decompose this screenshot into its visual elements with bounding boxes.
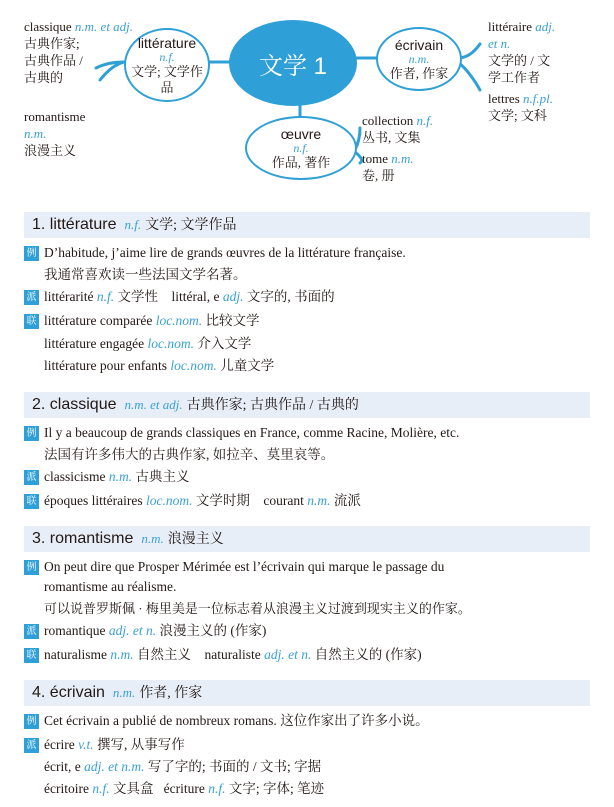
derived-tag: 派	[24, 290, 39, 305]
related-tag: 联	[24, 314, 39, 329]
section-title: 3. romantisme	[32, 530, 134, 547]
section-header-classique	[24, 392, 590, 418]
leaf-pos: adj.	[535, 19, 556, 34]
section-title: 4. écrivain	[32, 684, 105, 701]
example-fr: romantisme au réalisme.	[44, 579, 177, 594]
related-word: naturaliste	[204, 647, 261, 662]
section-title: 1. littérature	[32, 216, 117, 233]
derived-meaning: 文学性	[117, 289, 158, 304]
leaf-word: romantisme	[24, 109, 86, 124]
derived-pos: n.f.	[92, 781, 110, 796]
section-header-litterature	[24, 212, 590, 238]
related-meaning: 比较文学	[205, 313, 260, 328]
leaf-meaning: 卷, 册	[362, 168, 395, 183]
derived-line	[44, 621, 266, 641]
derived-line	[44, 287, 335, 307]
related-tag: 联	[24, 648, 39, 663]
leaf-word: classique	[24, 19, 72, 34]
derived-pos: adj. et n.	[108, 623, 157, 638]
section-header-romantisme	[24, 526, 590, 552]
example-cn: 这位作家出了许多小说。	[280, 713, 429, 728]
derived-pos: v.t.	[78, 737, 94, 752]
section-meaning: 作者, 作家	[139, 686, 203, 701]
leaf-pos: n.f.pl.	[523, 91, 553, 106]
related-pos: n.m.	[307, 493, 331, 508]
related-line	[44, 645, 422, 665]
leaf-classique	[24, 18, 133, 86]
bubble-pos: n.f.	[159, 49, 175, 64]
related-line	[44, 356, 274, 376]
leaf-litteraire	[488, 18, 555, 86]
bubble-meaning: 作品, 著作	[271, 154, 331, 170]
example-fr: D’habitude, j’aime lire de grands œuvres de la littérature française.	[44, 245, 406, 260]
leaf-tome	[362, 150, 414, 184]
bubble-pos: n.f.	[293, 140, 309, 155]
leaf-meaning: 古典作家;	[24, 36, 80, 51]
derived-line	[44, 779, 324, 799]
leaf-meaning: 文学; 文科	[488, 108, 547, 123]
derived-tag: 派	[24, 470, 39, 485]
related-meaning: 儿童文学	[220, 358, 275, 373]
derived-meaning: 文具盒	[113, 781, 154, 796]
leaf-word: collection	[362, 113, 414, 128]
leaf-word: littéraire	[488, 19, 533, 34]
leaf-meaning: 学工作者	[488, 70, 541, 85]
derived-tag: 派	[24, 738, 39, 753]
derived-tag: 派	[24, 624, 39, 639]
leaf-word: tome	[362, 151, 388, 166]
derived-word: écrire	[44, 737, 75, 752]
related-word: courant	[263, 493, 304, 508]
derived-word: écriture	[163, 781, 205, 796]
related-word: naturalisme	[44, 647, 107, 662]
leaf-pos: n.f.	[416, 113, 434, 128]
derived-pos: n.m.	[108, 469, 133, 484]
derived-word: classicisme	[44, 469, 106, 484]
derived-word: romantique	[44, 623, 106, 638]
bubble-meaning: 文学; 文学作品	[131, 63, 203, 95]
section-pos: n.m. et adj.	[124, 397, 183, 412]
related-line	[44, 491, 361, 511]
derived-line	[44, 757, 321, 777]
related-pos: loc.nom.	[145, 493, 193, 508]
derived-pos: adj.	[222, 289, 244, 304]
section-title: 2. classique	[32, 396, 117, 413]
bubble-word: écrivain	[394, 36, 444, 53]
bubble-word: littérature	[137, 34, 197, 51]
related-word: littérature engagée	[44, 336, 145, 351]
derived-pos: n.f.	[208, 781, 226, 796]
related-line	[44, 311, 260, 331]
derived-pos: n.f.	[96, 289, 115, 304]
bubble-oeuvre	[245, 116, 357, 180]
related-pos: loc.nom.	[155, 313, 203, 328]
section-pos: n.f.	[124, 217, 142, 232]
leaf-pos: n.m.	[24, 126, 47, 141]
related-pos: n.m.	[110, 647, 134, 662]
example-line	[44, 711, 429, 731]
related-word: littérature comparée	[44, 313, 153, 328]
related-meaning: 文学时期	[195, 493, 250, 508]
related-tag: 联	[24, 494, 39, 509]
leaf-pos: n.m. et adj.	[74, 19, 134, 34]
bubble-meaning: 作者, 作家	[389, 65, 449, 81]
leaf-collection	[362, 112, 433, 146]
example-fr: Cet écrivain a publié de nombreux romans.	[44, 713, 277, 728]
mindmap-center-label: 文学 1	[258, 52, 327, 80]
derived-meaning: 浪漫主义的 (作家)	[159, 623, 267, 638]
derived-word: écrit, e	[44, 759, 81, 774]
example-fr: On peut dire que Prosper Mérimée est l’écrivain qui marque le passage du	[44, 559, 445, 574]
related-pos: loc.nom.	[147, 336, 194, 351]
example-cn: 我通常喜欢读一些法国文学名著。	[44, 267, 247, 282]
related-word: époques littéraires	[44, 493, 143, 508]
example-cn: 法国有许多伟大的古典作家, 如拉辛、莫里哀等。	[44, 447, 335, 462]
section-header-ecrivain	[24, 680, 590, 706]
derived-word: littéral, e	[171, 289, 220, 304]
related-pos: adj. et n.	[264, 647, 312, 662]
example-tag: 例	[24, 246, 39, 261]
related-meaning: 介入文学	[197, 336, 252, 351]
derived-meaning: 撰写, 从事写作	[96, 737, 185, 752]
bubble-ecrivain	[376, 27, 462, 91]
related-pos: loc.nom.	[170, 358, 217, 373]
derived-meaning: 文字的, 书面的	[246, 289, 335, 304]
derived-meaning: 写了字的; 书面的 / 文书; 字据	[147, 759, 322, 774]
derived-line	[44, 467, 189, 487]
leaf-meaning: 古典作品 /	[24, 53, 83, 68]
section-meaning: 古典作家; 古典作品 / 古典的	[186, 398, 359, 413]
leaf-pos: et n.	[488, 36, 511, 51]
derived-pos: adj. et n.m.	[84, 759, 145, 774]
leaf-meaning: 浪漫主义	[24, 143, 77, 158]
example-cn: 可以说普罗斯佩 · 梅里美是一位标志着从浪漫主义过渡到现实主义的作家。	[44, 601, 471, 616]
mindmap-center	[229, 20, 357, 106]
leaf-romantisme	[24, 108, 85, 159]
example-tag: 例	[24, 426, 39, 441]
derived-word: écritoire	[44, 781, 89, 796]
derived-line	[44, 735, 185, 755]
derived-word: littérarité	[44, 289, 94, 304]
derived-meaning: 古典主义	[135, 469, 190, 484]
related-meaning: 自然主义	[136, 647, 191, 662]
example-tag: 例	[24, 560, 39, 575]
related-word: littérature pour enfants	[44, 358, 167, 373]
section-meaning: 文学; 文学作品	[145, 218, 237, 233]
example-tag: 例	[24, 714, 39, 729]
bubble-pos: n.m.	[408, 51, 430, 66]
section-pos: n.m.	[112, 685, 136, 700]
related-meaning: 流派	[333, 493, 361, 508]
leaf-meaning: 古典的	[24, 70, 64, 85]
leaf-word: lettres	[488, 91, 520, 106]
bubble-litterature	[124, 28, 210, 102]
related-meaning: 自然主义的 (作家)	[314, 647, 422, 662]
related-line	[44, 334, 251, 354]
section-pos: n.m.	[141, 531, 164, 546]
bubble-word: œuvre	[280, 125, 322, 142]
leaf-pos: n.m.	[391, 151, 414, 166]
section-meaning: 浪漫主义	[167, 532, 224, 547]
leaf-meaning: 丛书, 文集	[362, 130, 421, 145]
derived-meaning: 文字; 字体; 笔迹	[228, 781, 325, 796]
example-fr: Il y a beaucoup de grands classiques en France, comme Racine, Molière, etc.	[44, 425, 460, 440]
leaf-meaning: 文学的 / 文	[488, 53, 551, 68]
leaf-lettres	[488, 90, 553, 124]
